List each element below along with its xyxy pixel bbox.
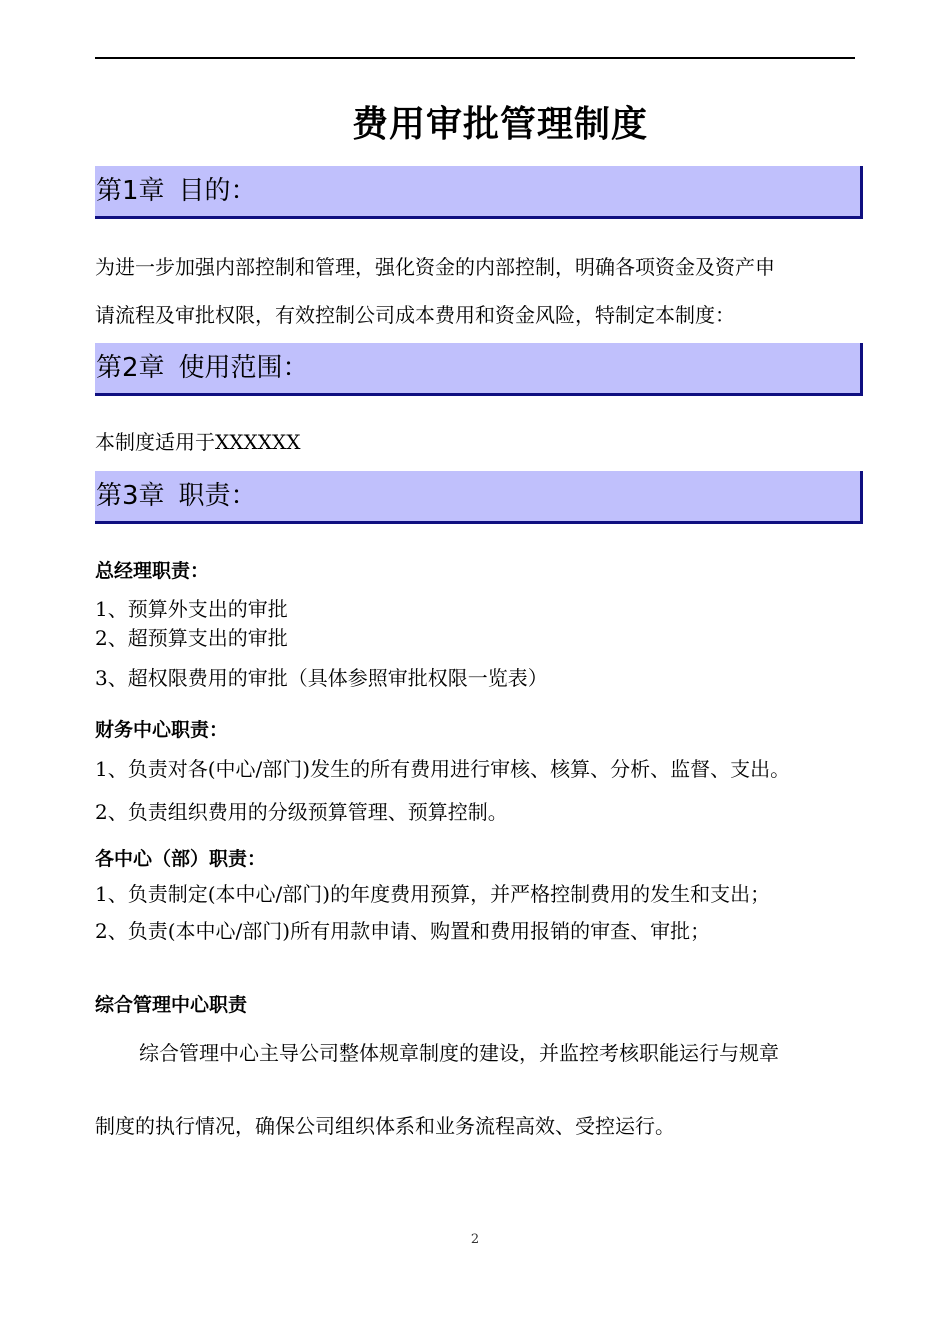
chapter-3-heading — [95, 471, 863, 524]
scope-paragraph: 本制度适用于XXXXXX — [95, 430, 301, 454]
purpose-paragraph-line-1: 为进一步加强内部控制和管理，强化资金的内部控制，明确各项资金及资产申 — [95, 255, 775, 279]
finance-item-1: 1、负责对各(中心/部门)发生的所有费用进行审核、核算、分析、监督、支出。 — [95, 757, 791, 781]
finance-item-2: 2、负责组织费用的分级预算管理、预算控制。 — [95, 800, 508, 824]
page-number: 2 — [470, 1232, 480, 1247]
chapter-number: 第1章 — [96, 176, 165, 206]
header-rule — [95, 57, 855, 59]
gm-item-2: 2、超预算支出的审批 — [95, 626, 288, 650]
gm-item-1: 1、预算外支出的审批 — [95, 597, 288, 621]
departments-item-1: 1、负责制定(本中心/部门)的年度费用预算，并严格控制费用的发生和支出； — [95, 882, 771, 906]
chapter-number: 第3章 — [96, 481, 165, 511]
departments-item-2: 2、负责(本中心/部门)所有用款申请、购置和费用报销的审查、审批； — [95, 919, 711, 943]
departments-responsibilities-label: 各中心（部）职责： — [95, 848, 267, 870]
chapter-title: 职责： — [178, 481, 257, 511]
gm-responsibilities-label: 总经理职责： — [95, 560, 210, 582]
admin-paragraph-line-1: 综合管理中心主导公司整体规章制度的建设，并监控考核职能运行与规章 — [139, 1041, 779, 1065]
chapter-title: 使用范围： — [178, 353, 309, 383]
purpose-paragraph-line-2: 请流程及审批权限，有效控制公司成本费用和资金风险，特制定本制度： — [95, 303, 735, 327]
chapter-number: 第2章 — [96, 353, 165, 383]
admin-paragraph-line-2: 制度的执行情况，确保公司组织体系和业务流程高效、受控运行。 — [95, 1114, 675, 1138]
finance-responsibilities-label: 财务中心职责： — [95, 719, 229, 741]
gm-item-3: 3、超权限费用的审批（具体参照审批权限一览表） — [95, 666, 548, 690]
document-title: 费用审批管理制度 — [351, 104, 648, 145]
admin-responsibilities-label: 综合管理中心职责 — [95, 994, 248, 1016]
chapter-2-heading — [95, 343, 863, 396]
chapter-title: 目的： — [178, 176, 257, 206]
chapter-1-heading — [95, 166, 863, 219]
